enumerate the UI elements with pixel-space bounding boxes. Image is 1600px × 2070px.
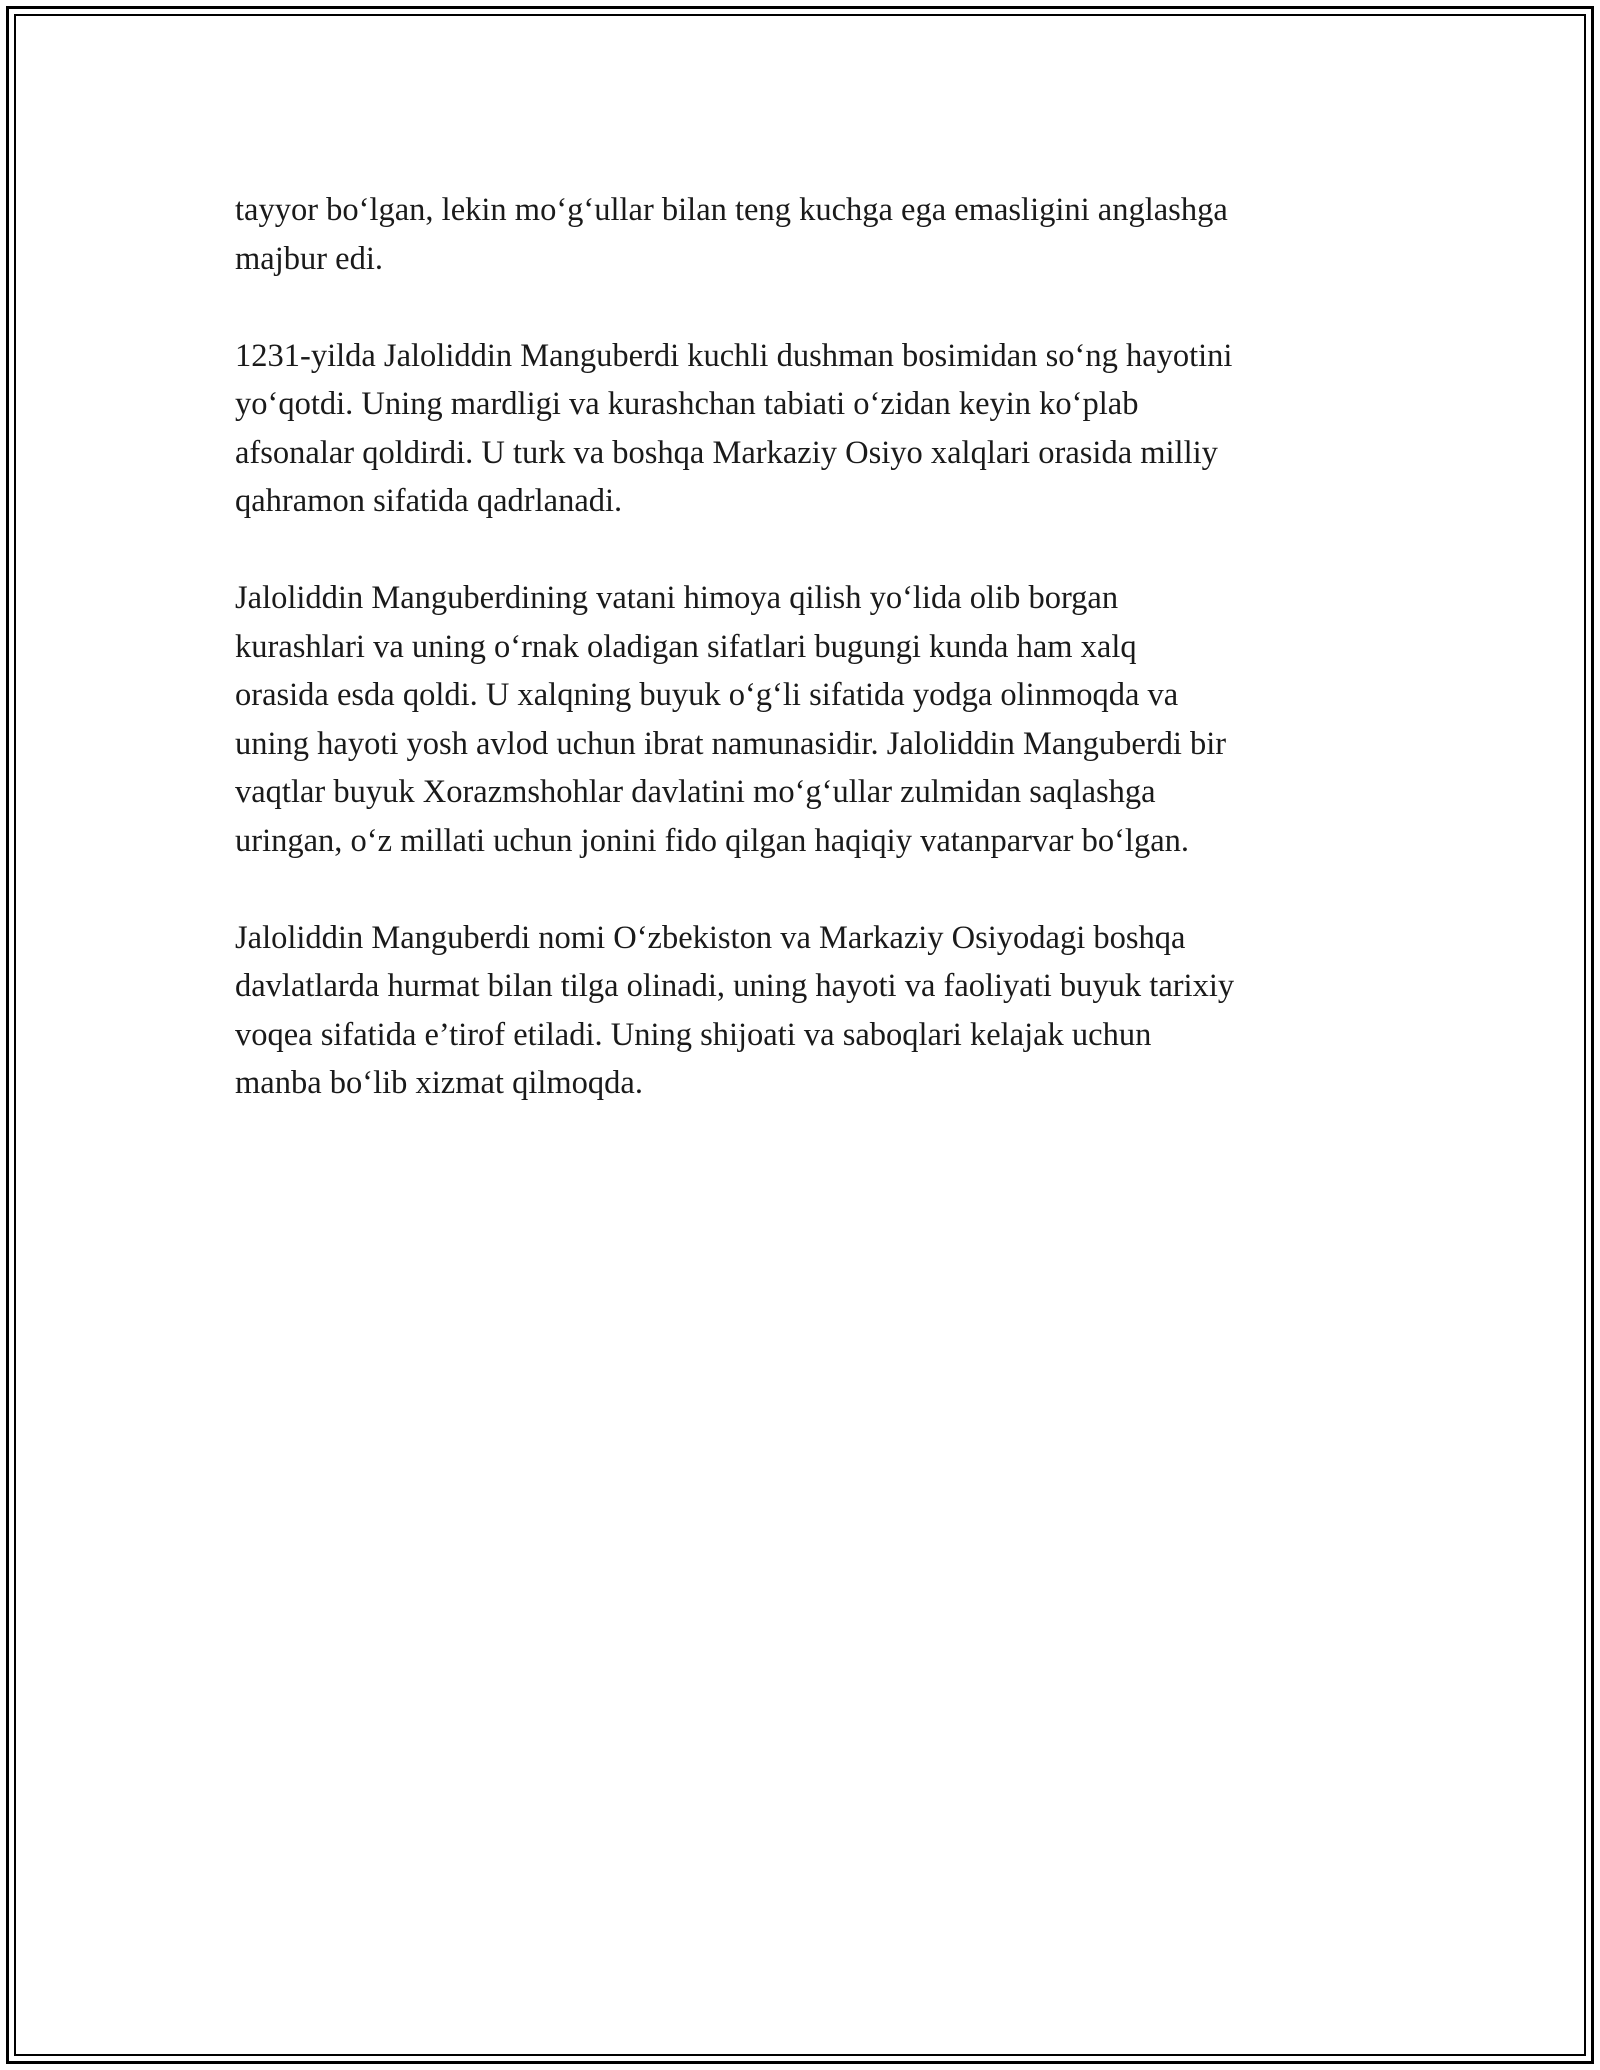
paragraph-3: Jaloliddin Manguberdining vatani himoya qilish yo‘lida olib borgan kurashlari va uning o‘rnak oladigan sifatlari bugungi kunda ham xalq orasida esda qoldi. U xalqning buyuk o‘g‘li sifatida yodga olinmoqda va uning hayoti yosh avlod uchun ibrat namunasidir. Jaloliddin Manguberdi bir vaqtlar buyuk Xorazmshohlar davlatini mo‘g‘ullar zulmidan saqlashga uringan, o‘z millati uchun jonini fido qilgan haqiqiy vatanparvar bo‘lgan.: [235, 580, 1227, 859]
paragraph-4: Jaloliddin Manguberdi nomi O‘zbekiston va Markaziy Osiyodagi boshqa davlatlarda hurmat bilan tilga olinadi, uning hayoti va faoliyati buyuk tarixiy voqea sifatida e’tirof etiladi. Uning shijoati va saboqlari kelajak uchun manba bo‘lib xizmat qilmoqda.: [235, 919, 1235, 1101]
paragraph-1: tayyor bo‘lgan, lekin mo‘g‘ullar bilan teng kuchga ega emasligini anglashga majbur edi.: [235, 192, 1228, 277]
document-body: [235, 186, 1375, 1156]
paragraph-2: 1231-yilda Jaloliddin Manguberdi kuchli dushman bosimidan so‘ng hayotini yo‘qotdi. Uning mardligi va kurashchan tabiati o‘zidan keyin ko‘plab afsonalar qoldirdi. U turk va boshqa Markaziy Osiyo xalqlari orasida milliy qahramon sifatida qadrlanadi.: [235, 337, 1233, 519]
